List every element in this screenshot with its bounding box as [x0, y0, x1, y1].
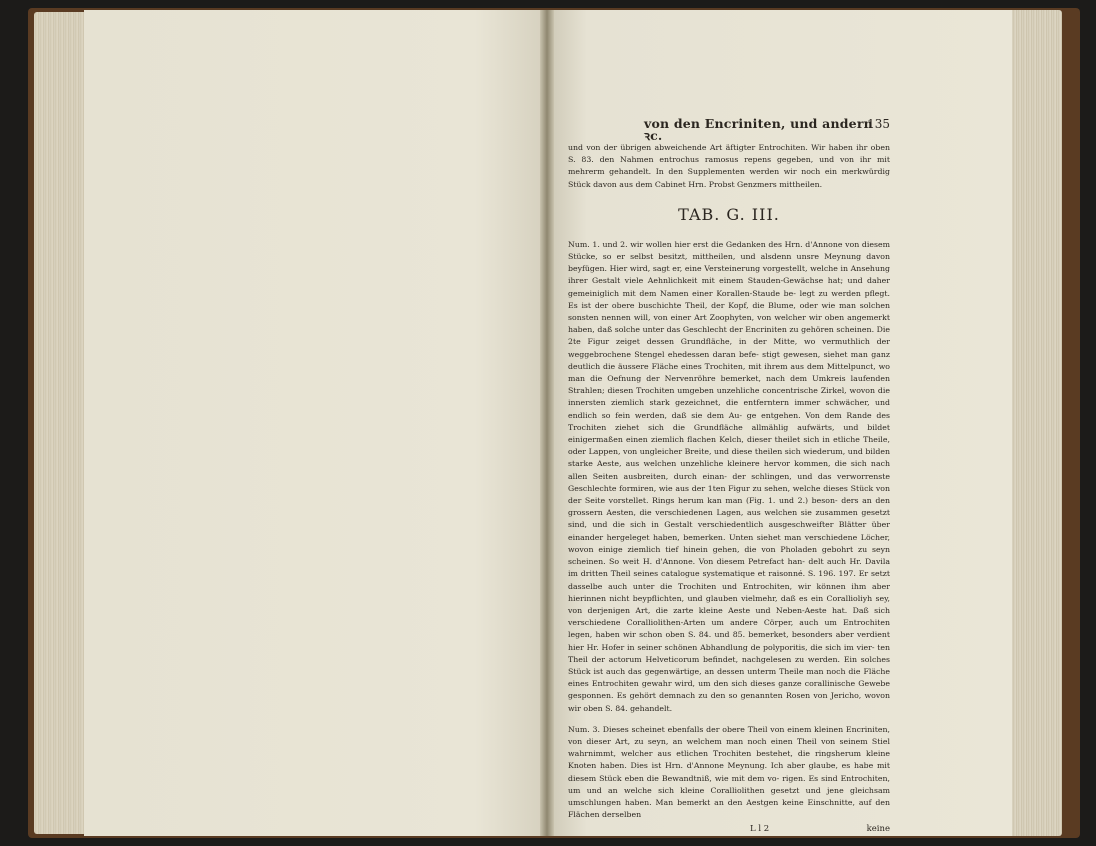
paragraph-num-1-2: Num. 1. und 2. wir wollen hier erst die Gedanken des Hrn. d'Annone von diesem Stücke, so er selbst besitzt, mittheilen, und alsdenn unsre Meynung davon beyfügen. Hier wird, sagt er, eine Versteinerung vorgestellt, welche in Ansehung ihrer Gestalt viele Aehnlichkeit mit einem Stauden-Gewächse hat; und daher gemeiniglich mit dem Namen einer Korallen-Staude be- legt zu werden pflegt. Es ist der obere buschichte Theil, der Kopf, die Blume, oder wie man solchen sonsten nennen will, von einer Art Zoophyten, von welcher wir oben angemerkt haben, daß solche unter das Geschlecht der Encriniten zu gehören scheinen. Die 2te Figur zeiget dessen Grundfläche, in der Mitte, wo vermuthlich der weggebrochene Stengel ehedessen daran befe- stigt gewesen, siehet man ganz deutlich die äussere Fläche eines Trochiten, mit ihrem aus dem Mittelpunct, wo man die Oefnung der Nervenröhre bemerket, nach dem Umkreis laufenden Strahlen; diesen Trochiten umgeben unzehliche concentrische Zirkel, wovon die innersten ziemlich stark gezeichnet, die entferntern immer schwächer, und endlich so fein werden, daß sie dem Au- ge entgehen. Von dem Rande des Trochiten ziehet sich die Grundfläche allmählig aufwärts, und bildet einigermaßen einen ziemlich flachen Kelch, dieser theilet sich in etliche Theile, oder Lappen, von ungleicher Breite, und diese theilen sich wiederum, und bilden starke Aeste, aus welchen unzehliche kleinere hervor kommen, die sich nach allen Seiten ausbreiten, durch einan- der schlingen, und das verworrenste Geschlechte formiren, wie aus der 1ten Figur zu sehen, welche dieses Stück von der Seite vorstellet. Rings herum kan man (Fig. 1. und 2.) beson- ders an den grossern Aesten, die verschiedenen Lagen, aus welchen sie zusammen gesetzt sind, und die sich in Gestalt verschiedentlich ausgeschweifter Blätter über einander hergeleget haben, bemerken. Unten siehet man verschiedene Löcher, wovon einige ziemlich tief hinein gehen, die von Pholaden gebohrt zu seyn scheinen. So weit H. d'Annone. Von diesem Petrefact han- delt auch Hr. Davila im dritten Theil seines catalogue systematique et raisonné. S. 196. 197. Er setzt dasselbe auch unter die Trochiten und Entrochiten, wir können ihm aber hierinnen nicht beypflichten, und glauben vielmehr, daß es ein Corallioliyh sey, von derjenigen Art, die zarte kleine Aeste und Neben-Aeste hat. Daß sich verschiedene Coralliolithen-Arten um andere Cörper, auch um Entrochiten legen, haben wir schon oben S. 84. und 85. bemerket, besonders aber verdient hier Hr. Hofer in seiner schönen Abhandlung de polyporitis, die sich im vier- ten Theil der actorum Helveticorum befindet, nachgelesen zu werden. Ein solches Stück ist auch das gegenwärtige, an dessen unterm Theile man noch die Fläche eines Entrochiten gewahr wird, um den sich dieses ganze corallinische Gewebe gesponnen. Es gehört demnach zu den so genannten Rosen von Jericho, wovon wir oben S. 84. gehandelt.: [568, 239, 890, 713]
page-content: [568, 118, 890, 835]
book-gutter: [540, 10, 554, 836]
signature-mark: L l 2: [750, 824, 770, 835]
running-head: [568, 116, 890, 144]
page-number: 135: [867, 117, 890, 131]
catchword: keine: [866, 824, 890, 835]
page-edges-right: [1012, 10, 1062, 836]
plate-heading: TAB. G. III.: [678, 204, 780, 224]
paragraph-num-3: Num. 3. Dieses scheinet ebenfalls der obere Theil von einem kleinen Encriniten, von dieser Art, zu seyn, an welchem man noch einen Theil von seinem Stiel wahrnimmt, welcher aus etlichen Trochiten bestehet, die ringsherum kleine Knoten haben. Dies ist Hrn. d'Annone Meynung. Ich aber glaube, es habe mit diesem Stück eben die Bewandtniß, wie mit dem vo- rigen. Es sind Entrochiten, um und an welche sich kleine Coralliolithen gesetzt und jene gleichsam umschlungen haben. Man bemerkt an den Aestgen keine Einschnitte, auf den Flächen derselben: [568, 724, 890, 820]
left-page-blank: [84, 10, 544, 836]
intro-paragraph: und von der übrigen abweichende Art äftigter Entrochiten. Wir haben ihr oben S. 83. den Nahmen entrochus ramosus repens gegeben, und von ihr mit mehrerm gehandelt. In den Supplementen werden wir noch ein merkwürdig Stück davon aus dem Cabinet Hrn. Probst Genzmers mittheilen.: [568, 143, 890, 189]
page-footer: [568, 823, 890, 835]
page-edges-left: [34, 12, 84, 834]
running-title: von den Encriniten, und andern ꝛc.: [644, 116, 873, 144]
